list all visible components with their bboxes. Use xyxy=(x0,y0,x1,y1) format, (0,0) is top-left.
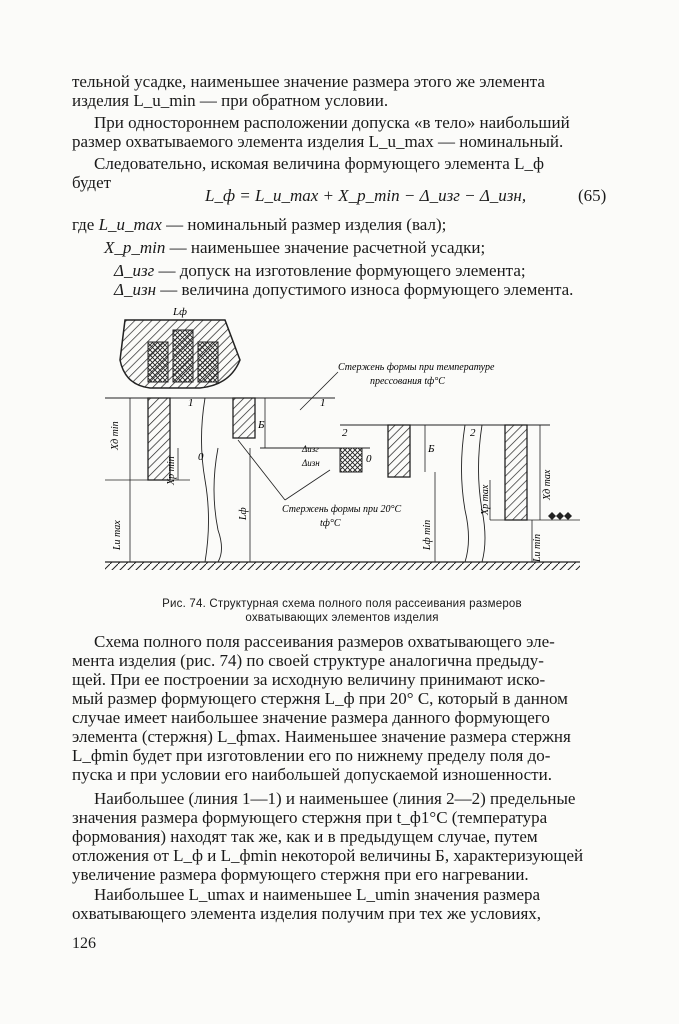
where-symbol: L_u_max xyxy=(98,215,162,234)
label-0: 0 xyxy=(198,451,204,463)
text-line: Следовательно, искомая величина формующего элемента L_ф xyxy=(94,154,544,173)
where-symbol: Δ_изн xyxy=(114,280,157,299)
label-x-dmax: Xд max xyxy=(542,469,553,500)
wavy-line xyxy=(202,398,209,562)
label-x-pmax: Xp max xyxy=(480,484,491,515)
where-symbol: Δ_изг xyxy=(114,261,155,280)
text-line: L_фmin будет при изготовлении его по нижнему пределу поля до- xyxy=(72,746,551,765)
paragraph-5 xyxy=(72,885,612,923)
text-line: размер охватываемого элемента изделия L_u_max — номинальный. xyxy=(72,132,564,151)
where-text: — номинальный размер изделия (вал); xyxy=(166,215,447,234)
wavy-line xyxy=(214,448,222,562)
where-symbol: X_p_min xyxy=(104,238,166,257)
hatched-block-right xyxy=(505,425,527,520)
label-rod-temp-2: прессования tф°С xyxy=(370,376,445,387)
text-line: будет xyxy=(72,173,112,192)
label-1: 1 xyxy=(320,397,326,409)
text-line: Схема полного поля рассеивания размеров охватывающего эле- xyxy=(94,632,555,651)
text-line: охватывающего элемента изделия получим при тех же условиях, xyxy=(72,904,542,923)
equation-formula: L_ф = L_u_max + X_p_min − Δ_изг − Δ_изн, xyxy=(205,186,527,205)
text-line: элемента (стержня) L_фmax. Наименьшее значение размера стержня xyxy=(72,727,571,746)
text-line: формования) находят так же, как и в предыдущем случае, путем xyxy=(72,827,538,846)
leader-line xyxy=(300,372,338,410)
text-line: При одностороннем расположении допуска «в тело» наибольший xyxy=(94,113,570,132)
label-0: 0 xyxy=(366,453,372,465)
label-l-umax: Lu max xyxy=(112,520,123,550)
where-item xyxy=(104,238,485,258)
label-rod-temp: Стержень формы при температуре xyxy=(338,362,495,373)
caption-line: охватывающих элементов изделия xyxy=(245,612,439,624)
text-line: изделия L_u_min — при обратном условии. xyxy=(72,91,389,110)
label-x-pmin: Xp min xyxy=(166,456,177,485)
caption-line: Рис. 74. Структурная схема полного поля рассеивания размеров xyxy=(162,598,522,610)
label-x-dmin: Xд min xyxy=(110,421,121,450)
hatched-block-rod xyxy=(233,398,255,438)
paragraph-3 xyxy=(72,632,612,784)
text-line: Наибольшее L_umax и наименьшее L_umin значения размера xyxy=(94,885,541,904)
label-b: Б xyxy=(258,419,265,431)
text-line: Наибольшее (линия 1—1) и наименьшее (линия 2—2) предельные xyxy=(94,789,576,808)
wavy-line xyxy=(462,425,469,562)
where-text: — допуск на изготовление формующего элемента; xyxy=(158,261,526,280)
leader-line xyxy=(285,470,330,500)
text-line: мента изделия (рис. 74) по своей структуре аналогична предыду- xyxy=(72,651,544,670)
page-number: 126 xyxy=(72,935,96,952)
label-delta-izg: Δизг xyxy=(302,444,319,454)
text-line: мый размер формующего стержня L_ф при 20° С, который в данном xyxy=(72,689,568,708)
paragraph-1 xyxy=(72,113,612,151)
label-rod-20: Стержень формы при 20°С xyxy=(282,504,402,515)
text-line: тельной усадке, наименьшее значение размера этого же элемента xyxy=(72,72,545,91)
equation-number: (65) xyxy=(578,186,607,205)
label-2: 2 xyxy=(342,427,348,439)
figure-caption xyxy=(72,597,612,625)
text-line: значения размера формующего стержня при t_ф1°С (температура xyxy=(72,808,548,827)
text-line: пуска и при условии его наибольшей допускаемой изношенности. xyxy=(72,765,552,784)
ground-hatch xyxy=(105,562,580,570)
label-delta-izn: Δизн xyxy=(302,458,320,468)
text-line: отложения от L_ф и L_фmin некоторой величины Б, характеризующей xyxy=(72,846,584,865)
tolerance-block xyxy=(340,448,362,472)
where-item xyxy=(114,261,526,281)
label-1: 1 xyxy=(188,397,194,409)
mould-part xyxy=(120,320,240,388)
where-text: — величина допустимого износа формующего элемента. xyxy=(160,280,574,299)
text-line: случае имеет наибольшее значение размера данного формующего xyxy=(72,708,550,727)
label-l-umin: Lu min xyxy=(532,533,543,562)
leader-line xyxy=(238,440,285,500)
label-rod-20b: tф°С xyxy=(320,518,341,529)
figure-74 xyxy=(70,300,615,595)
where-item xyxy=(114,280,573,300)
hatched-block-mid xyxy=(388,425,410,477)
label-2: 2 xyxy=(470,427,476,439)
label-l-f: Lф xyxy=(238,507,249,520)
label-lf-top: Lф xyxy=(173,306,187,318)
label-b: Б xyxy=(428,443,435,455)
label-l-fmin: Lф min xyxy=(422,519,433,550)
equation-65 xyxy=(205,186,526,206)
where-text: — наименьшее значение расчетной усадки; xyxy=(169,238,486,257)
marker-icon xyxy=(548,512,572,520)
text-line: увеличение размера формующего стержня при его нагревании. xyxy=(72,865,529,884)
paragraph-4 xyxy=(72,789,612,884)
intro-paragraph xyxy=(72,72,612,110)
text-line: щей. При ее построении за исходную величину принимают иско- xyxy=(72,670,546,689)
where-item xyxy=(72,215,446,235)
where-prefix: где xyxy=(72,215,95,234)
